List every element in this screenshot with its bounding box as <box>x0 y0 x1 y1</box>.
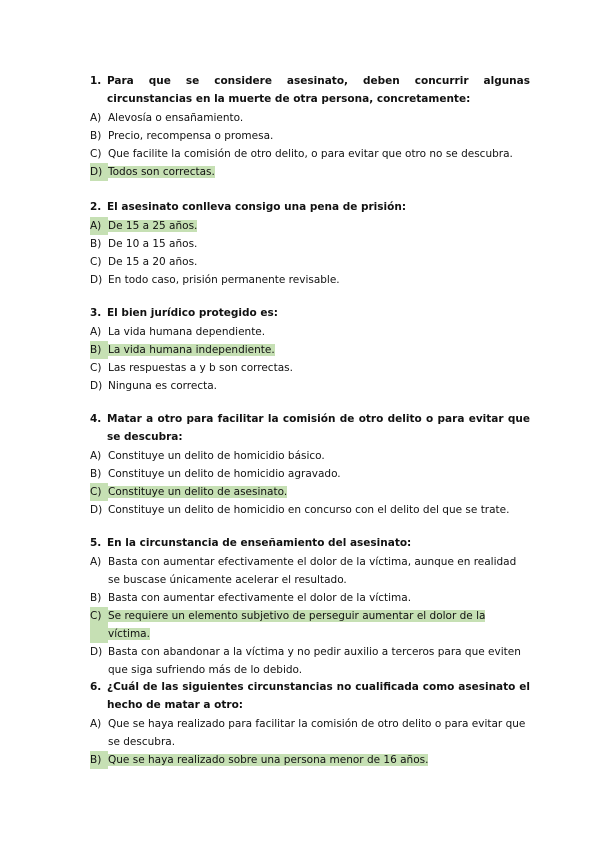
question-text: En la circunstancia de enseñamiento del asesinato: <box>107 537 412 549</box>
option-text: Que facilite la comisión de otro delito, o para evitar que otro no se descubra. <box>108 148 513 160</box>
question-title <box>90 304 530 322</box>
answer-option <box>90 253 530 271</box>
question-3 <box>90 304 530 395</box>
option-text: De 15 a 20 años. <box>108 256 198 268</box>
answer-option-correct <box>90 607 530 643</box>
answer-option <box>90 501 530 519</box>
answer-option <box>90 715 530 751</box>
option-letter: D) <box>90 504 103 516</box>
option-text: Precio, recompensa o promesa. <box>108 130 274 142</box>
option-letter: D) <box>90 274 103 286</box>
option-letter: C) <box>90 148 102 160</box>
option-letter: A) <box>90 326 102 338</box>
option-letter: D) <box>90 646 103 658</box>
question-number: 2. <box>90 201 102 213</box>
question-number: 6. <box>90 681 102 693</box>
question-text: El asesinato conlleva consigo una pena de prisión: <box>107 201 407 213</box>
answer-option-correct <box>90 483 530 501</box>
question-text: El bien jurídico protegido es: <box>107 307 278 319</box>
option-text: Constituye un delito de asesinato. <box>108 486 288 498</box>
option-text: Todos son correctas. <box>108 166 215 178</box>
option-letter: B) <box>90 238 102 250</box>
option-text: Basta con abandonar a la víctima y no pedir auxilio a terceros para que eviten que siga sufriendo más de lo debido. <box>108 646 521 676</box>
option-text: Que se haya realizado sobre una persona menor de 16 años. <box>108 754 429 766</box>
option-text: Que se haya realizado para facilitar la comisión de otro delito o para evitar que se descubra. <box>108 718 526 748</box>
answer-option <box>90 447 530 465</box>
answer-option <box>90 109 530 127</box>
answer-option <box>90 145 530 163</box>
option-text: Constituye un delito de homicidio básico. <box>108 450 325 462</box>
answer-option-correct <box>90 163 530 181</box>
question-title <box>90 534 530 552</box>
question-text: Matar a otro para facilitar la comisión de otro delito o para evitar que se descubra: <box>107 413 530 443</box>
option-text: De 15 a 25 años. <box>108 220 198 232</box>
option-letter: B) <box>90 751 108 769</box>
option-letter: A) <box>90 217 108 235</box>
option-letter: B) <box>90 130 102 142</box>
option-letter: D) <box>90 163 108 181</box>
question-title <box>90 72 530 108</box>
answer-option <box>90 235 530 253</box>
question-1 <box>90 72 530 181</box>
answer-option <box>90 465 530 483</box>
option-letter: B) <box>90 341 108 359</box>
option-text: La vida humana independiente. <box>108 344 275 356</box>
option-letter: A) <box>90 112 102 124</box>
question-title <box>90 198 530 216</box>
answer-option <box>90 589 530 607</box>
option-text: Constituye un delito de homicidio en concurso con el delito del que se trate. <box>108 504 510 516</box>
option-letter: C) <box>90 362 102 374</box>
question-4 <box>90 410 530 519</box>
question-title <box>90 678 530 714</box>
answer-option-correct <box>90 341 530 359</box>
answer-option <box>90 127 530 145</box>
option-letter: A) <box>90 718 102 730</box>
question-number: 3. <box>90 307 102 319</box>
question-number: 5. <box>90 537 102 549</box>
option-letter: B) <box>90 468 102 480</box>
option-text: De 10 a 15 años. <box>108 238 198 250</box>
question-number: 4. <box>90 413 102 425</box>
option-text: Constituye un delito de homicidio agravado. <box>108 468 341 480</box>
answer-option-correct <box>90 217 530 235</box>
answer-option <box>90 323 530 341</box>
option-text: Alevosía o ensañamiento. <box>108 112 244 124</box>
option-letter: B) <box>90 592 102 604</box>
question-number: 1. <box>90 75 102 87</box>
option-letter: C) <box>90 607 108 643</box>
question-text: ¿Cuál de las siguientes circunstancias no cualificada como asesinato el hecho de matar a otro: <box>107 681 530 711</box>
answer-option <box>90 359 530 377</box>
option-letter: D) <box>90 380 103 392</box>
question-6 <box>90 678 530 769</box>
option-letter: A) <box>90 450 102 462</box>
option-text: En todo caso, prisión permanente revisable. <box>108 274 340 286</box>
answer-option <box>90 643 530 679</box>
option-text: Basta con aumentar efectivamente el dolor de la víctima, aunque en realidad se buscase únicamente acelerar el resultado. <box>108 556 517 586</box>
question-text: Para que se considere asesinato, deben concurrir algunas circunstancias en la muerte de otra persona, concretamente: <box>107 75 530 105</box>
answer-option <box>90 553 530 589</box>
answer-option <box>90 271 530 289</box>
answer-option <box>90 377 530 395</box>
option-letter: A) <box>90 556 102 568</box>
option-text: La vida humana dependiente. <box>108 326 266 338</box>
option-text: Se requiere un elemento subjetivo de perseguir aumentar el dolor de la víctima. <box>108 610 486 640</box>
option-text: Basta con aumentar efectivamente el dolor de la víctima. <box>108 592 412 604</box>
option-text: Ninguna es correcta. <box>108 380 217 392</box>
option-text: Las respuestas a y b son correctas. <box>108 362 293 374</box>
question-title <box>90 410 530 446</box>
question-2 <box>90 198 530 289</box>
option-letter: C) <box>90 483 108 501</box>
option-letter: C) <box>90 256 102 268</box>
answer-option-correct <box>90 751 530 769</box>
question-5 <box>90 534 530 679</box>
